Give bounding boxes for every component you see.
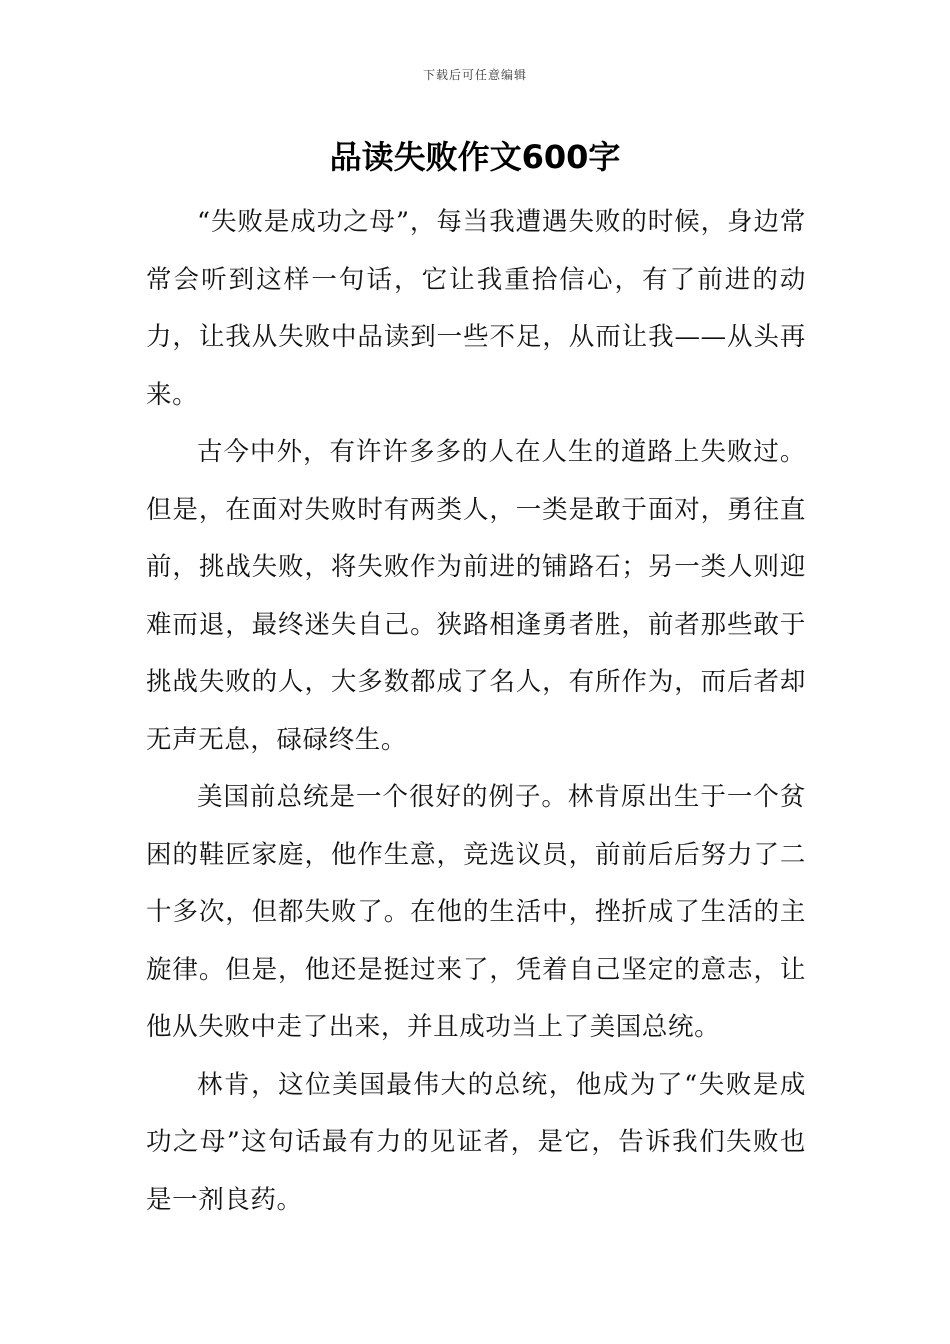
paragraph-4: 林肯，这位美国最伟大的总统，他成为了“失败是成功之母”这句话最有力的见证者，是它，告诉我们失败也是一剂良药。 xyxy=(146,1069,806,1215)
paragraph-1: “失败是成功之母”，每当我遭遇失败的时候，身边常常会听到这样一句话，它让我重拾信心，有了前进的动力，让我从失败中品读到一些不足，从而让我——从头再来。 xyxy=(146,207,806,410)
paragraph-3: 美国前总统是一个很好的例子。林肯原出生于一个贫困的鞋匠家庭，他作生意，竞选议员，前前后后努力了二十多次，但都失败了。在他的生活中，挫折成了生活的主旋律。但是，他还是挺过来了，凭着自己坚定的意志，让他从失败中走了出来，并且成功当上了美国总统。 xyxy=(146,782,806,1042)
paragraph-2: 古今中外，有许许多多的人在人生的道路上失败过。但是，在面对失败时有两类人，一类是敢于面对，勇往直前，挑战失败，将失败作为前进的铺路石；另一类人则迎难而退，最终迷失自己。狭路相逢勇者胜，前者那些敢于挑战失败的人，大多数都成了名人，有所作为，而后者却无声无息，碌碌终生。 xyxy=(146,437,806,755)
header-note: 下载后可任意编辑 xyxy=(422,68,527,82)
document-title: 品读失败作文600字 xyxy=(329,138,621,176)
document-body xyxy=(146,194,806,1229)
